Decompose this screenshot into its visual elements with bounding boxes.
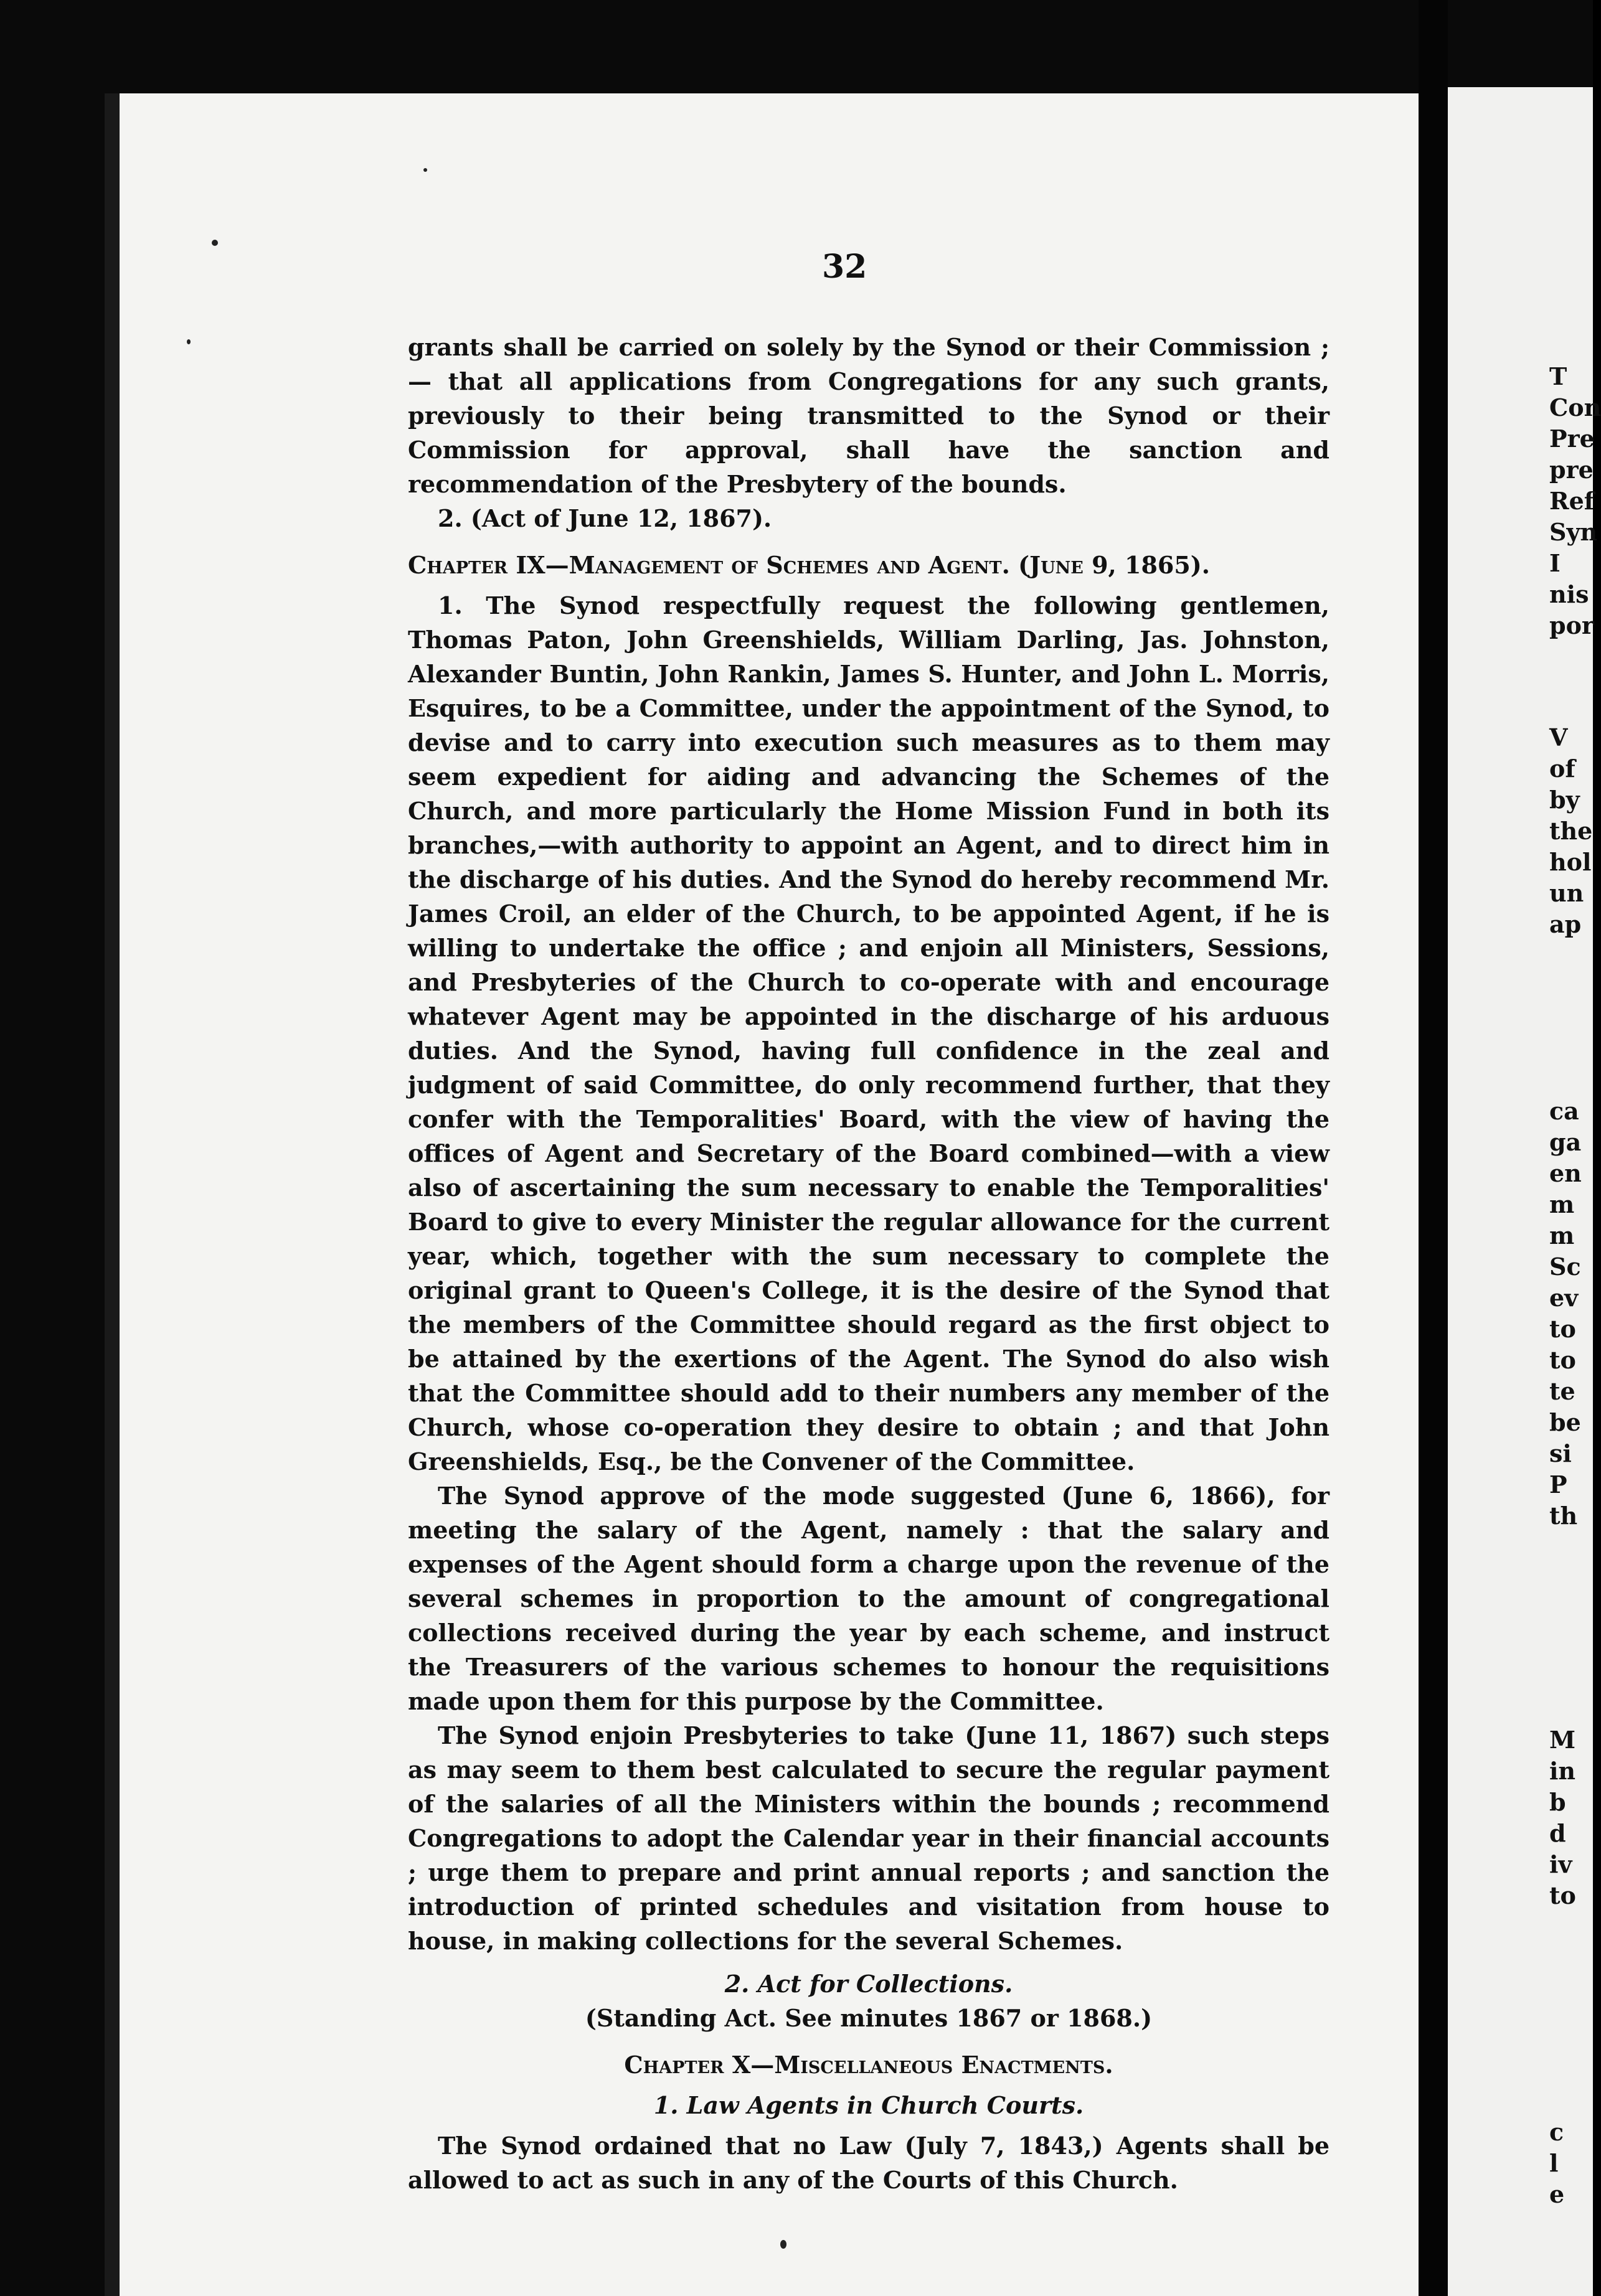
fragment-line: te [1549, 1377, 1575, 1405]
fragment-line: Sc [1549, 1253, 1581, 1281]
page-number: 32 [822, 248, 867, 286]
fragment-line: nis [1549, 580, 1589, 608]
fragment-line: en [1549, 1159, 1582, 1187]
fragment-line: un [1549, 879, 1584, 907]
fragment-line: Con [1549, 393, 1601, 421]
fragment-line: P [1549, 1470, 1567, 1499]
fragment-line: l [1549, 2149, 1559, 2177]
paragraph-agent-salary: The Synod approve of the mode suggested (June 6, 1866), for meeting the salary of the Agent, namely : that the salary and expenses of the Agent should form a charge upon the revenue of the several schemes in proportion to the amount of congregational collections received during the year by each scheme, and instruct the Treasurers of the various schemes to honour the requisitions made upon them for this purpose by the Committee. [408, 1482, 1329, 1715]
fragment-line: by [1549, 786, 1580, 814]
fragment-line: be [1549, 1408, 1581, 1436]
paragraph-law-agents: The Synod ordained that no Law (July 7, 1843,) Agents shall be allowed to act as such in any of the Courts of this Church. [408, 2132, 1329, 2194]
right-page-fragments [1549, 361, 1601, 2210]
scan-speck [423, 168, 427, 172]
fragment-line: in [1549, 1757, 1576, 1785]
scan-speck [780, 2240, 786, 2249]
fragment-line: ap [1549, 910, 1582, 938]
chapter-ix-heading: Chapter IX—Management of Schemes and Agent. (June 9, 1865). [408, 551, 1210, 579]
fragment-line: Syn [1549, 518, 1598, 546]
fragment-line: th [1549, 1502, 1578, 1530]
fragment-line: ev [1549, 1284, 1579, 1312]
fragment-line: to [1549, 1346, 1576, 1374]
paragraph-committee: 1. The Synod respectfully request the following gentlemen, Thomas Paton, John Greenshields, William Darling, Jas. Johnston, Alexander Buntin, John Rankin, James S. Hunter, and John L. Morris, Esquires, to be a Committee, under the appointment of the Synod, to devise and to carry into execution such measures as to them may seem expedient for aiding and advancing the Schemes of the Church, and more particularly the Home Mission Fund in both its branches,—with authority to appoint an Agent, and to direct him in the discharge of his duties. And the Synod do hereby recommend Mr. James Croil, an elder of the Church, to be appointed Agent, if he is willing to undertake the office ; and enjoin all Ministers, Sessions, and Presbyteries of the Church to co-operate with and encourage whatever Agent may be appointed in the discharge of his arduous duties. And the Synod, having full confidence in the zeal and judgment of said Committee, do only recommend further, that they confer with the Temporalities' Board, with the view of having the offices of Agent and Secretary of the Board combined—with a view also of ascertaining the sum necessary to enable the Temporalities' Board to give to every Minister the regular allowance for the current year, which, together with the sum necessary to complete the original grant to Queen's College, it is the desire of the Synod that the members of the Committee should regard as the first object to be attained by the exertions of the Agent. The Synod do also wish that the Committee should add to their numbers any member of the Church, whose co-operation they desire to obtain ; and that John Greenshields, Esq., be the Convener of the Committee. [408, 591, 1329, 1475]
scan-speck [212, 240, 218, 246]
law-agents-heading: 1. Law Agents in Church Courts. [653, 2091, 1084, 2119]
fragment-line: m [1549, 1221, 1575, 1249]
fragment-line: to [1549, 1881, 1576, 1909]
fragment-line: hol [1549, 848, 1592, 876]
act-for-collections-heading: 2. Act for Collections. [724, 1970, 1013, 1998]
paragraph-act-june-1867: 2. (Act of June 12, 1867). [438, 504, 772, 532]
fragment-line: c [1549, 2118, 1564, 2146]
fragment-line: of [1549, 755, 1575, 783]
fragment-line: d [1549, 1819, 1566, 1847]
fragment-line: M [1549, 1726, 1576, 1754]
fragment-line: T [1549, 362, 1567, 390]
fragment-line: ga [1549, 1128, 1582, 1156]
fragment-line: the [1549, 817, 1593, 845]
scan-speck [187, 339, 191, 344]
fragment-line: Pre [1549, 425, 1595, 453]
page-body [408, 243, 1329, 2197]
fragment-line: si [1549, 1439, 1572, 1467]
fragment-line: m [1549, 1190, 1575, 1218]
fragment-line: iv [1549, 1850, 1572, 1878]
paragraph-presbyteries: The Synod enjoin Presbyteries to take (June 11, 1867) such steps as may seem to them best calculated to secure the regular payment of the salaries of all the Ministers within the bounds ; recommend Congregations to adopt the Calendar year in their financial accounts ; urge them to prepare and print annual reports ; and sanction the introduction of printed schedules and visitation from house to house, in making collections for the several Schemes. [408, 1721, 1329, 1955]
standing-act-note: (Standing Act. See minutes 1867 or 1868.) [585, 2004, 1153, 2032]
chapter-x-heading: Chapter X—Miscellaneous Enactments. [624, 2051, 1113, 2079]
fragment-line: pre [1549, 456, 1594, 484]
fragment-line: to [1549, 1315, 1576, 1343]
paragraph-grants: grants shall be carried on solely by the Synod or their Commission ;— that all applications from Congregations for any such grants, previously to their being transmitted to the Synod or their Commission for approval, shall have the sanction and recommendation of the Presbytery of the bounds. [408, 333, 1329, 498]
fragment-line: I [1549, 549, 1561, 577]
fragment-line: e [1549, 2180, 1565, 2208]
page-gutter [1419, 0, 1448, 2296]
fragment-line: por [1549, 611, 1594, 639]
fragment-line: b [1549, 1788, 1566, 1816]
fragment-line: Ref [1549, 487, 1595, 515]
fragment-line: V [1549, 723, 1568, 751]
fragment-line: ca [1549, 1097, 1579, 1125]
